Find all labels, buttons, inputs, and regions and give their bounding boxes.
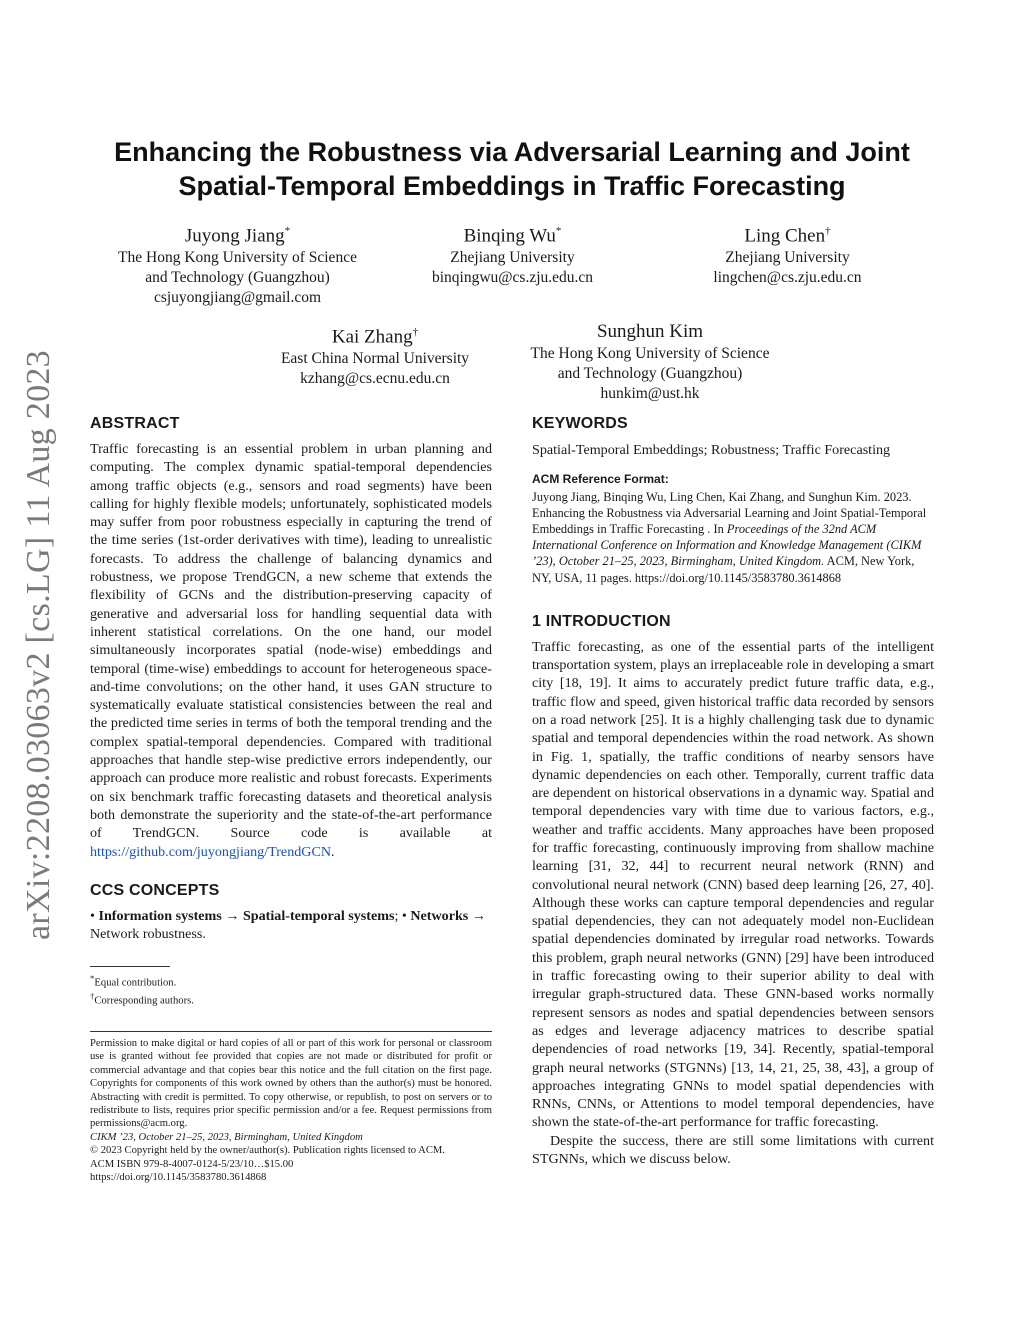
acm-reference-proceedings: Proceedings of the 32nd ACM International Conference on Information and Knowledge Management (CIKM ’23), October 21–25, 2023, Birmingham, United Kingdom. [532,521,922,569]
permission-rule [90,1031,492,1032]
footnote-mark: † [90,990,95,1001]
source-code-link[interactable]: https://github.com/juyongjiang/TrendGCN [90,843,332,860]
conference-venue: CIKM ’23, October 21–25, 2023, Birmingham, United Kingdom [90,1131,363,1143]
footnote-equal: Equal contribution. [94,977,177,989]
ccs-heading: CCS CONCEPTS [90,881,220,899]
permission-text: Permission to make digital or hard copies of all or part of this work for personal or classroom use is granted without fee provided that copies are not made or distributed for profit or commercial advantage and that copies bear this notice and the full citation on the first page. Copyrights for components of this work owned by others than the author(s) must be honored. Abstracting with credit is permitted. To copy otherwise, or republish, to post on servers or to redistribute to lists, requires prior specific permission and/or a fee. Request permissions from permissions@acm.org. [90,1038,492,1130]
isbn-line: ACM ISBN 979-8-4007-0124-5/23/10…$15.00 [90,1158,294,1170]
acm-reference [532,471,934,585]
author-name: Juyong Jiang [184,225,285,247]
author-affiliation: East China Normal University [280,350,470,368]
left-column [90,414,492,943]
right-column [532,414,934,1168]
author-name: Ling Chen [744,225,826,247]
author-affiliation: and Technology (Guangzhou) [145,269,330,287]
author-name: Kai Zhang [331,326,413,348]
author-name: Sunghun Kim [596,321,704,342]
ccs-bullet: • [90,907,95,924]
arxiv-identifier: arXiv:2208.03063v2 [cs.LG] 11 Aug 2023 [20,350,57,940]
arrow-icon: → [225,907,240,924]
author-affiliation: Zhejiang University [450,249,575,267]
ccs-concept: Networks [410,907,469,924]
ccs-concept: Spatial-temporal systems [242,907,395,924]
doi-link[interactable]: https://doi.org/10.1145/3583780.3614868 [90,1172,267,1184]
author-name: Binqing Wu [463,225,556,247]
abstract-heading: ABSTRACT [90,415,180,432]
acm-reference-authors: Juyong Jiang, Binqing Wu, Ling Chen, Kai Zhang, and Sunghun Kim. 2023. Enhancing the Robustness via Adversarial Learning and Joint Spatial-Temporal Embeddings in Traffic Forecasting . In [532,489,927,536]
author-mark: † [825,225,831,237]
author-email[interactable]: csjuyongjiang@gmail.com [153,289,322,307]
footnote-rule [90,966,170,967]
introduction-heading: 1 INTRODUCTION [532,612,671,630]
footnote-mark: * [90,973,95,983]
abstract-text [90,440,492,861]
footnotes [90,972,492,1008]
author-mark: † [412,326,419,338]
title-line-1: Enhancing the Robustness via Adversarial Learning and Joint [114,137,910,167]
author-mark: * [555,225,562,237]
title-line-2: Spatial-Temporal Embeddings in Traffic Forecasting [178,171,846,201]
author-email[interactable]: kzhang@cs.ecnu.edu.cn [300,370,450,388]
ccs-separator: ; • [394,907,407,924]
author-affiliation: and Technology (Guangzhou) [557,365,743,382]
author-email[interactable]: binqingwu@cs.zju.edu.cn [431,269,594,287]
author-affiliation: The Hong Kong University of Science [118,249,357,267]
author-affiliation: Zhejiang University [725,249,850,267]
ccs-concepts [90,907,492,944]
keywords-text: Spatial-Temporal Embeddings; Robustness; Traffic Forecasting [532,442,891,458]
author-block-5 [505,321,795,404]
author-block-4 [255,321,495,389]
author-block-2 [395,220,630,288]
copyright-line: © 2023 Copyright held by the owner/author(s). Publication rights licensed to ACM. [90,1145,445,1157]
keywords-heading: KEYWORDS [532,415,628,432]
permission-block [90,1037,492,1184]
author-block-1 [95,220,380,308]
abstract-body: Traffic forecasting is an essential problem in urban planning and computing. The complex dynamic spatial-temporal dependencies among traffic objects (e.g., sensors and road segments) have been calling for highly flexible models; unfortunately, sophisticated models may suffer from poor robustness especially in capturing the trend of the time series (1st-order derivatives with time), leading to unrealistic forecasts. To address the challenge of balancing dynamics and robustness, we propose TrendGCN, a new scheme that extends the flexibility of GCNs and the distribution-preserving capacity of generative and adversarial loss for handling sequential data with inherent statistical correlations. On the one hand, our model simultaneously incorporates spatial (node-wise) embeddings and temporal (time-wise) embeddings to account for heterogeneous space-and-time convolutions; on the other hand, it uses GAN structure to systematically evaluate statistical consistencies between the real and the predicted time series in terms of both the temporal trending and the complex spatial-temporal dependencies. Compared with traditional approaches that handle step-wise predictive errors independently, our approach can produce more realistic and robust forecasts. Experiments on six benchmark traffic forecasting datasets and theoretical analysis both demonstrate the superiority and the state-of-the-art performance of TrendGCN. Source code is available at [90,441,492,842]
author-email[interactable]: hunkim@ust.hk [600,385,700,402]
acm-reference-heading: ACM Reference Format: [532,472,669,487]
ccs-concept: Information systems [98,907,222,924]
acm-reference-publisher: ACM, New York, NY, USA, 11 pages. https://doi.org/10.1145/3583780.3614868 [532,554,915,585]
footnote-corresponding: Corresponding authors. [94,995,194,1007]
author-mark: * [284,225,291,237]
abstract-end: . [331,843,335,860]
paper-title [60,135,964,203]
author-affiliation: The Hong Kong University of Science [530,345,770,362]
introduction-paragraph-1: Traffic forecasting, as one of the essential parts of the intelligent transportation system, plays an irreplaceable role in developing a smart city [18, 19]. It aims to accurately predict future traffic data, e.g., traffic flow and speed, given historical traffic data recorded by sensors on a road network [25]. It is a highly challenging task due to dynamic spatial and temporal dependencies within the road network. As shown in Fig. 1, spatially, the traffic conditions of nearby sensors have dynamic dependencies on each other. Temporally, current traffic data are dependent on historical observations in a dynamic way. Spatial and temporal dependencies vary with time due to various factors, e.g., weather and traffic accidents. Many approaches have been proposed for traffic forecasting, continuously improving from shallow machine learning [31, 32, 44] to recurrent neural network (RNN) and convolutional neural network (CNN) based deep learning [26, 27, 40]. Although these works can capture temporal dependencies and regular spatial dependencies, they can not adequately model non-Euclidean spatial dependencies dominated by irregular road networks. Towards this problem, graph neural networks (GNN) [29] have been introduced in traffic forecasting owing to their superior ability to deal with irregular graph-structured data. These GNN-based works normally represent sensors as nodes and spatial dependencies between sensors as edges and leverage adjacency matrices to describe spatial dependencies of road networks [19, 34]. Recently, spatial-temporal graph neural networks (STGNNs) [13, 14, 21, 25, 38, 43], a group of approaches integrating GNNs to model spatial dependencies with RNNs, CNNs, or Attentions to model temporal dependencies, have shown the state-of-the-art performance for traffic forecasting. [532,638,934,1131]
arrow-icon: → [471,907,486,924]
ccs-concept: Network robustness. [90,926,206,943]
author-block-3 [680,220,895,288]
introduction-paragraph-2: Despite the success, there are still some limitations with current STGNNs, which we discuss below. [532,1132,934,1168]
author-email[interactable]: lingchen@cs.zju.edu.cn [713,269,862,287]
